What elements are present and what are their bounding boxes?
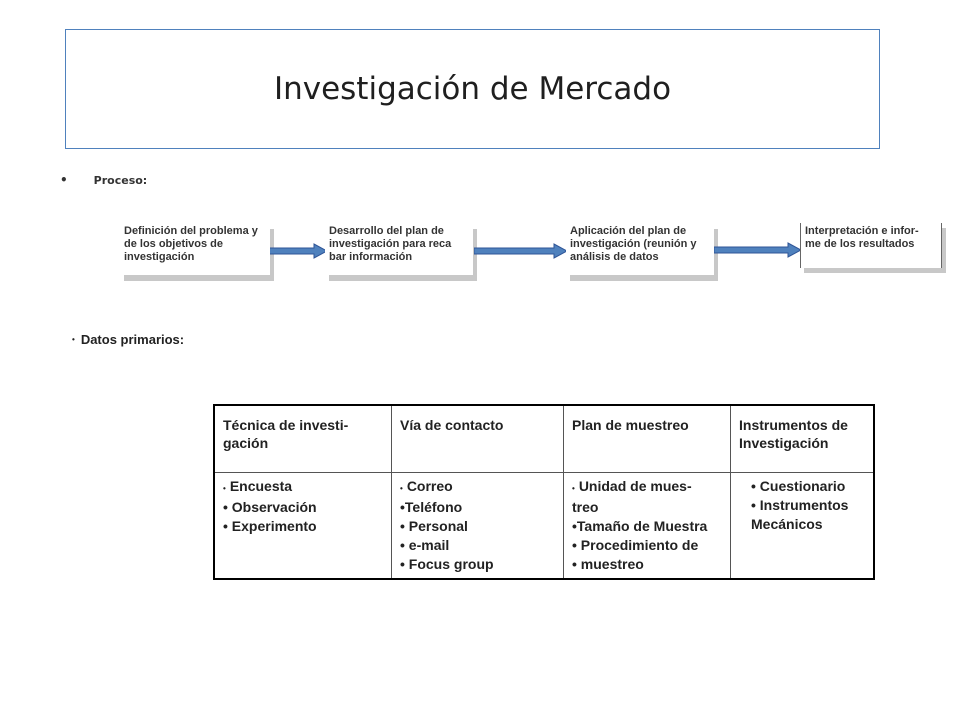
table-cell-via-contacto (392, 473, 564, 580)
arrow-right-icon (474, 243, 568, 259)
list-item: • Experimento (223, 518, 317, 534)
process-step-2 (325, 223, 473, 275)
table-cell-tecnica (214, 473, 392, 580)
proceso-label: Proceso: (93, 173, 148, 187)
list-item: • Unidad de mues- treo (572, 478, 692, 515)
list-item: •Tamaño de Muestra (572, 518, 708, 534)
table-header-cell: Plan de muestreo (564, 405, 731, 473)
process-step-2-text: Desarrollo del plan de investigación para reca bar información (325, 223, 473, 275)
list-item: • Observación (223, 499, 317, 515)
list-item: • Personal (400, 518, 468, 534)
table-header-cell: Técnica de investi- gación (214, 405, 392, 473)
datos-primarios-label: Datos primarios: (80, 332, 185, 347)
arrow-right-icon (268, 243, 328, 259)
table-row (214, 473, 874, 580)
title-box (65, 29, 880, 149)
process-step-3-text: Aplicación del plan de investigación (reunión y análisis de datos (566, 223, 714, 275)
list-item: •Teléfono (400, 499, 463, 515)
bullet-dot: • (72, 335, 75, 344)
table-header-row (214, 405, 874, 473)
list-item: • Encuesta (223, 478, 293, 494)
list-item: • muestreo (572, 556, 644, 572)
arrow-right-icon (714, 242, 802, 258)
process-step-1-text: Definición del problema y de los objetivos de investigación (120, 223, 270, 275)
process-step-1 (120, 223, 270, 275)
list-item: • Instrumentos Mecánicos (751, 497, 849, 532)
bullet-dot: • (60, 173, 68, 187)
process-step-3 (566, 223, 714, 275)
datos-primarios-bullet (72, 332, 184, 347)
table-cell-instrumentos (731, 473, 875, 580)
proceso-bullet (60, 173, 147, 187)
list-item: • e-mail (400, 537, 450, 553)
process-step-4 (800, 223, 942, 268)
table-cell-plan-muestreo (564, 473, 731, 580)
table-header-cell: Vía de contacto (392, 405, 564, 473)
page-title: Investigación de Mercado (273, 71, 672, 107)
list-item: • Focus group (400, 556, 494, 572)
process-step-4-text: Interpretación e infor- me de los resultados (800, 223, 942, 268)
list-item: • Procedimiento de (572, 537, 699, 553)
primary-data-table (213, 404, 875, 580)
table-header-cell: Instrumentos de Investigación (731, 405, 875, 473)
list-item: • Cuestionario (751, 478, 846, 494)
list-item: • Correo (400, 478, 453, 494)
